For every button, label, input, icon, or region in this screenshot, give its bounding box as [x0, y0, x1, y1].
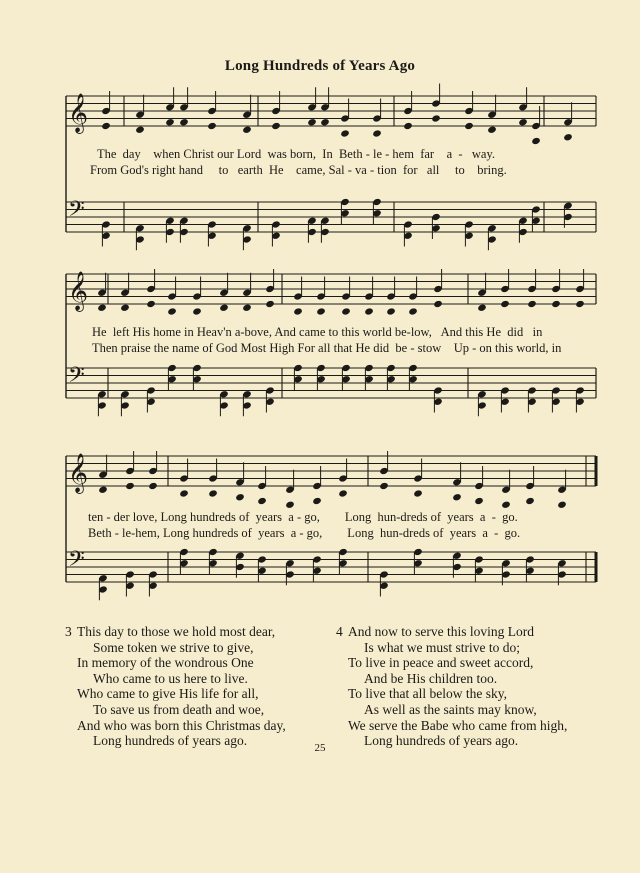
notehead: [379, 482, 389, 490]
lyric-line-verse-2: Then praise the name of God Most High For all that He did be - stow Up - on this world, in: [92, 341, 562, 355]
verse-line: And now to serve this loving Lord: [348, 624, 534, 639]
notehead: [563, 133, 573, 141]
verse-line: Long hundreds of years ago.: [93, 733, 248, 749]
treble-clef-icon: 𝄞: [68, 271, 89, 311]
notehead: [101, 122, 111, 130]
notehead: [135, 126, 145, 134]
notehead: [477, 304, 487, 312]
notehead: [433, 300, 443, 308]
notehead: [501, 501, 511, 509]
notehead: [474, 497, 484, 505]
notehead: [125, 482, 135, 490]
bass-clef-icon: 𝄢: [68, 363, 85, 393]
notehead: [518, 118, 528, 126]
notehead: [312, 497, 322, 505]
notehead: [219, 304, 229, 312]
notehead: [386, 307, 396, 315]
hymn-title: Long Hundreds of Years Ago: [224, 58, 416, 74]
verse-line: Who came to us here to live.: [93, 670, 248, 686]
lyric-line-verse-1: He left His home in Heav'n a-bove, And came to this world be-low, And this He did in: [92, 325, 543, 339]
notehead: [242, 126, 252, 134]
verse-line: Some token we strive to give,: [93, 639, 254, 655]
notehead: [98, 486, 108, 494]
notehead: [527, 300, 537, 308]
notehead: [167, 307, 177, 315]
verse-line: Long hundreds of years ago.: [364, 733, 519, 749]
notehead: [487, 126, 497, 134]
notehead: [307, 118, 317, 126]
notehead: [192, 307, 202, 315]
verse-line: To save us from death and woe,: [93, 701, 265, 717]
notehead: [235, 493, 245, 501]
notehead: [372, 129, 382, 137]
notehead: [531, 137, 541, 145]
verse-number: 4: [336, 624, 343, 639]
notehead: [120, 304, 130, 312]
notehead: [257, 497, 267, 505]
notehead: [408, 307, 418, 315]
treble-clef-icon: 𝄞: [68, 93, 89, 133]
verse-line: And be His children too.: [364, 670, 498, 686]
notehead: [557, 501, 567, 509]
notehead: [320, 118, 330, 126]
page-number: 25: [314, 742, 326, 754]
verse-line: Who came to give His life for all,: [77, 686, 259, 702]
bass-clef-icon: 𝄢: [68, 547, 85, 577]
notehead: [165, 118, 175, 126]
verse-line: To live in peace and sweet accord,: [348, 655, 534, 671]
treble-clef-icon: 𝄞: [68, 453, 89, 493]
notehead: [179, 489, 189, 497]
notehead: [316, 307, 326, 315]
verse-4: [336, 624, 568, 749]
notehead: [285, 501, 295, 509]
verse-line: In memory of the wondrous One: [77, 655, 254, 671]
verse-line: To live that all below the sky,: [348, 686, 508, 702]
notehead: [525, 497, 535, 505]
notehead: [97, 304, 107, 312]
notehead: [364, 307, 374, 315]
notehead: [146, 300, 156, 308]
bass-clef-icon: 𝄢: [68, 197, 85, 227]
verse-line: We serve the Babe who came from high,: [348, 717, 568, 733]
lyric-line-verse-2: From God's right hand to earth He came, Sal - va - tion for all to bring.: [90, 163, 507, 177]
verse-number: 3: [65, 624, 72, 639]
verse-line: Is what we must strive to do;: [364, 639, 520, 655]
notehead: [207, 122, 217, 130]
notehead: [271, 122, 281, 130]
notehead: [551, 300, 561, 308]
lyric-line-verse-1: ten - der love, Long hundreds of years a - go, Long hun-dreds of years a - go.: [88, 510, 518, 524]
verse-line: This day to those we hold most dear,: [77, 624, 276, 639]
notehead: [500, 300, 510, 308]
notehead: [208, 489, 218, 497]
notehead: [148, 482, 158, 490]
notehead: [431, 114, 441, 122]
notehead: [341, 307, 351, 315]
notehead: [293, 307, 303, 315]
notehead: [575, 300, 585, 308]
notehead: [265, 300, 275, 308]
notehead: [403, 122, 413, 130]
lyric-line-verse-1: The day when Christ our Lord was born, In Beth - le - hem far a - way.: [97, 147, 496, 161]
notehead: [338, 489, 348, 497]
notehead: [179, 118, 189, 126]
notehead: [464, 122, 474, 130]
verse-line: And who was born this Christmas day,: [77, 717, 286, 733]
notehead: [242, 304, 252, 312]
notehead: [452, 493, 462, 501]
notehead: [340, 129, 350, 137]
lyric-line-verse-2: Beth - le-hem, Long hundreds of years a - go, Long hun-dreds of years a - go.: [88, 526, 521, 540]
verse-line: As well as the saints may know,: [364, 701, 537, 717]
verse-3: [65, 624, 286, 749]
notehead: [413, 489, 423, 497]
